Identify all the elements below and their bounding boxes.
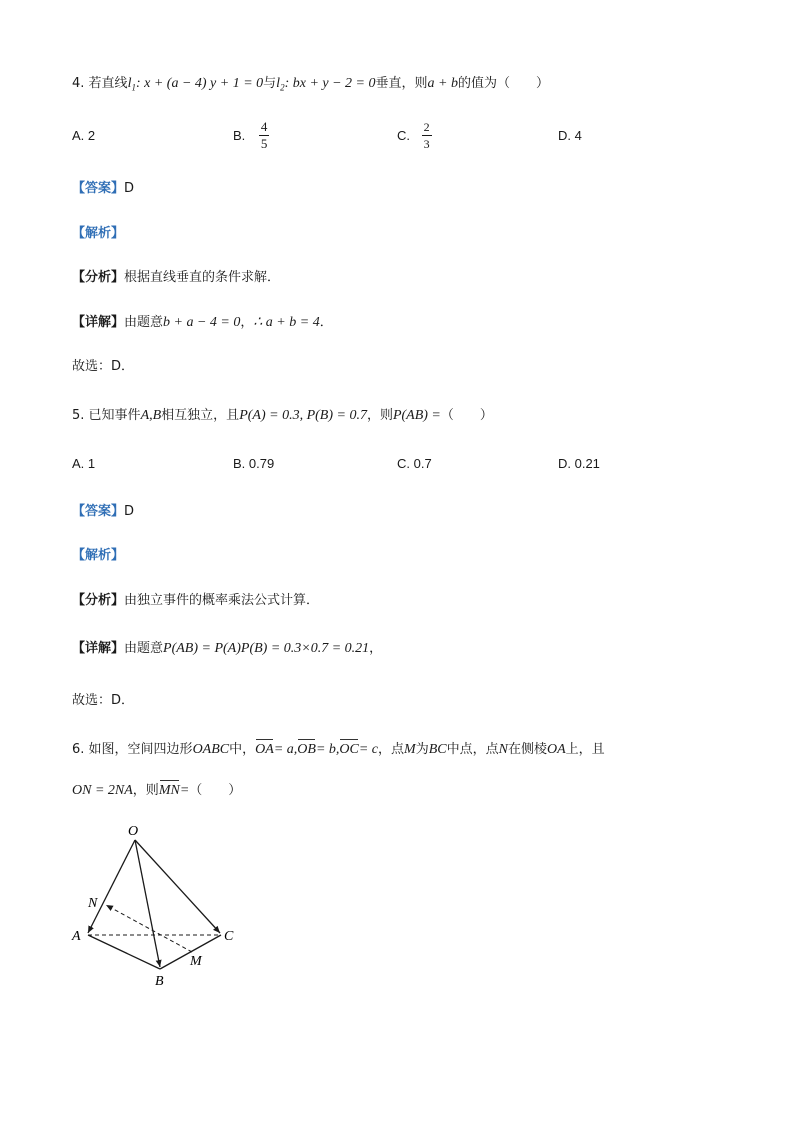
q4-option-a: A. 2 — [72, 128, 96, 143]
vector-ob: OB — [297, 742, 316, 757]
q5-option-b: B. 0.79 — [233, 456, 275, 471]
q5-fenxi: 【分析】由独立事件的概率乘法公式计算． — [72, 593, 320, 608]
edge-ob — [135, 840, 160, 967]
edge-oa — [88, 840, 135, 933]
q4-option-c-fraction: $\frac{2}{3}$ — [423, 120, 430, 151]
q4-answer: 【答案】D — [72, 181, 135, 196]
edge-oc — [135, 840, 220, 933]
label-c: C — [224, 929, 234, 944]
q5-option-d: D. 0.21 — [558, 456, 600, 471]
label-b: B — [155, 974, 164, 989]
label-m: M — [190, 954, 202, 969]
q4-analysis-heading: 【解析】 — [72, 226, 125, 241]
label-n: N — [88, 896, 98, 911]
q4-conclusion: 故选：D． — [72, 359, 135, 374]
q5-stem: 5. 已知事件A,B相互独立，且P(A) = 0.3, P(B) = 0.7，则P(AB) =（ ） — [72, 408, 493, 423]
vector-oa: OA — [255, 742, 274, 757]
q4-stem: 4. 若直线$l_1$: x + (a − 4) y + 1 = 0与$l_2$: bx + y − 2 = 0垂直，则a + b的值为（ ） — [72, 76, 549, 93]
q4-option-b-fraction: $\frac{4}{5}$ — [260, 119, 268, 151]
q4-option-d: D. 4 — [558, 128, 582, 143]
label-a: A — [72, 929, 81, 944]
q5-detail: 【详解】由题意P(AB) = P(A)P(B) = 0.3×0.7 = 0.21， — [72, 641, 383, 656]
q4-option-b: B. $\frac{4}{5}$ — [233, 119, 268, 151]
vector-mn: MN — [158, 783, 180, 798]
q5-option-a: A. 1 — [72, 456, 96, 471]
tetrahedron-figure — [60, 815, 260, 995]
q5-number: 5. — [72, 408, 85, 423]
q4-fenxi: 【分析】根据直线垂直的条件求解． — [72, 270, 281, 285]
q5-option-c: C. 0.7 — [397, 456, 432, 471]
q6-number: 6. — [72, 742, 85, 757]
q6-stem-line2: ON = 2NA，则MN=（ ） — [72, 783, 242, 798]
q5-answer: 【答案】D — [72, 504, 135, 519]
q4-number: 4. — [72, 76, 85, 91]
label-o: O — [128, 824, 139, 839]
q4-option-c: C. $\frac{2}{3}$ — [397, 120, 430, 151]
q4-detail: 【详解】由题意b + a − 4 = 0，∴ a + b = 4． — [72, 315, 333, 330]
q5-conclusion: 故选：D． — [72, 693, 135, 708]
vector-oc: OC — [339, 742, 359, 757]
q5-analysis-heading: 【解析】 — [72, 548, 125, 563]
edge-ab — [88, 935, 160, 969]
q6-stem-line1: 6. 如图，空间四边形OABC中，OA= a,OB= b,OC= c，点M为BC中点，点N在侧棱OA上，且 — [72, 742, 605, 757]
